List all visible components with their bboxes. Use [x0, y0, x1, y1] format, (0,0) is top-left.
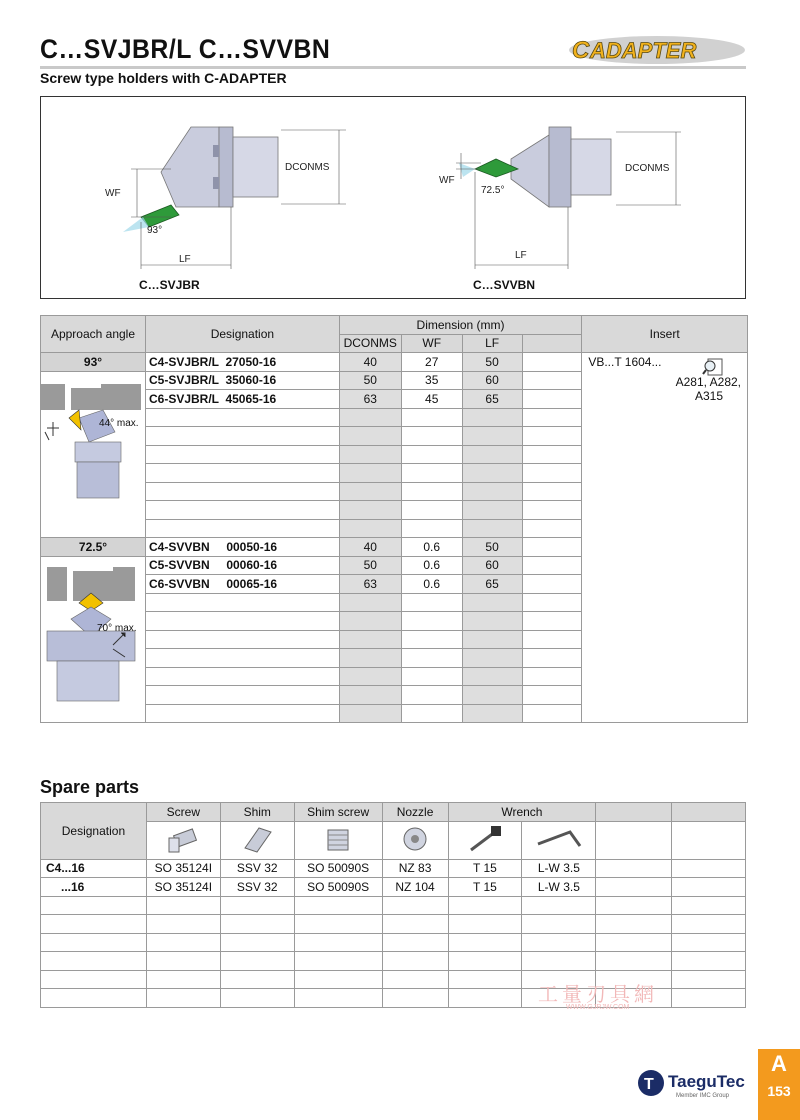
- table-row: [41, 878, 746, 897]
- insert-ref-line-1: A281, A282,: [675, 375, 741, 389]
- shim-icon: [220, 821, 294, 859]
- spare-designation: C4...16: [41, 859, 147, 878]
- spare-header-designation: Designation: [41, 803, 147, 860]
- max-angle-note-1: 44° max.: [99, 417, 139, 429]
- screw-icon: [146, 821, 220, 859]
- svg-text:C: C: [572, 37, 590, 64]
- wf-cell: 27: [401, 353, 462, 372]
- spare-header-shim-screw: Shim screw: [294, 803, 382, 822]
- svvbn-drawing: [456, 127, 681, 269]
- spare-shim: SSV 32: [220, 859, 294, 878]
- holder-drawings: [41, 97, 745, 298]
- table-row-empty: [41, 933, 746, 952]
- lf-cell: 65: [462, 575, 522, 594]
- shim-screw-icon: [294, 821, 382, 859]
- spare-header-screw: Screw: [146, 803, 220, 822]
- watermark-url: WWW.GJRJW.COM: [566, 1004, 630, 1011]
- svvbn-application-icon: [41, 557, 141, 715]
- header-dimension: Dimension (mm): [339, 316, 582, 335]
- table-row: [41, 859, 746, 878]
- page-title: C…SVJBR/L C…SVVBN: [40, 34, 331, 64]
- spare-nozzle: NZ 104: [382, 878, 448, 897]
- dconms-cell: 50: [339, 371, 401, 390]
- angle-label-right: 72.5°: [481, 185, 505, 196]
- header-approach: Approach angle: [41, 316, 146, 353]
- wf-cell: 0.6: [401, 538, 462, 557]
- header-wf: WF: [401, 334, 462, 353]
- spare-shim-screw: SO 50090S: [294, 878, 382, 897]
- spare-wrench-1: T 15: [448, 878, 522, 897]
- designation-cell: C6-SVJBR/L 45065-16: [145, 390, 339, 409]
- spare-designation: ...16: [41, 878, 147, 897]
- designation-cell: C4-SVJBR/L 27050-16: [145, 353, 339, 372]
- dconms-cell: 50: [339, 556, 401, 575]
- table-row-empty: [41, 952, 746, 971]
- header-designation: Designation: [145, 316, 339, 353]
- designation-cell: C5-SVVBN 00060-16: [145, 556, 339, 575]
- designation-cell: C6-SVVBN 00065-16: [145, 575, 339, 594]
- page-number: 153: [767, 1083, 791, 1099]
- wf-cell: 35: [401, 371, 462, 390]
- spare-screw: SO 35124I: [146, 878, 220, 897]
- header-lf: LF: [462, 334, 522, 353]
- wf-cell: 0.6: [401, 575, 462, 594]
- wf-label-right: WF: [439, 175, 455, 186]
- caption-svjbr: C…SVJBR: [139, 278, 200, 292]
- lf-label-right: LF: [515, 250, 527, 261]
- approach-angle-93: 93°: [41, 353, 146, 372]
- lf-cell: 60: [462, 556, 522, 575]
- spare-header-shim: Shim: [220, 803, 294, 822]
- max-angle-note-2: 70° max.: [97, 622, 137, 634]
- dconms-cell: 40: [339, 538, 401, 557]
- spare-wrench-1: T 15: [448, 859, 522, 878]
- table-row: [41, 353, 748, 372]
- designation-cell: C4-SVVBN 00050-16: [145, 538, 339, 557]
- lf-cell: 60: [462, 371, 522, 390]
- section-tab: [758, 1049, 800, 1120]
- designation-cell: C5-SVJBR/L 35060-16: [145, 371, 339, 390]
- dconms-cell: 63: [339, 575, 401, 594]
- insert-cell: [582, 353, 748, 723]
- angle-label-left: 93°: [147, 225, 163, 236]
- watermark: 工量刃具網: [538, 984, 658, 1006]
- spare-header-nozzle: Nozzle: [382, 803, 448, 822]
- insert-code: VB...T 1604...: [588, 355, 662, 369]
- dconms-cell: 40: [339, 353, 401, 372]
- dconms-label-right: DCONMS: [625, 163, 670, 174]
- wf-cell: 0.6: [401, 556, 462, 575]
- header-blank: [522, 334, 582, 353]
- approach-illustration-72-5: [41, 556, 146, 723]
- svg-text:ADAPTER: ADAPTER: [590, 38, 697, 63]
- header-dconms: DCONMS: [339, 334, 401, 353]
- spare-wrench-2: L-W 3.5: [522, 878, 596, 897]
- title-divider: [40, 66, 746, 69]
- dconms-label-left: DCONMS: [285, 162, 330, 173]
- holder-dimension-table: [40, 315, 748, 723]
- svg-text:T: T: [644, 1076, 654, 1093]
- lf-label-left: LF: [179, 254, 191, 265]
- wf-label-left: WF: [105, 188, 121, 199]
- taegutec-logo-icon: [636, 1068, 666, 1098]
- c-adapter-logo: [566, 34, 748, 66]
- insert-refs: [588, 375, 741, 403]
- spare-parts-title: Spare parts: [40, 777, 140, 797]
- svjbr-application-icon: [41, 372, 141, 532]
- svjbr-drawing: [123, 127, 346, 269]
- brand-subtitle: Member IMC Group: [676, 1093, 730, 1099]
- dconms-cell: 63: [339, 390, 401, 409]
- spare-shim: SSV 32: [220, 878, 294, 897]
- spare-shim-screw: SO 50090S: [294, 859, 382, 878]
- insert-ref-line-2: A315: [694, 389, 723, 403]
- l-wrench-icon: [522, 821, 596, 859]
- spare-header-wrench: Wrench: [448, 803, 596, 822]
- spare-nozzle: NZ 83: [382, 859, 448, 878]
- diagram-panel: [40, 96, 746, 299]
- approach-illustration-93: [41, 371, 146, 538]
- table-row-empty: [41, 915, 746, 934]
- brand-name: TaeguTec: [668, 1072, 745, 1091]
- header-insert: Insert: [582, 316, 748, 353]
- table-row-empty: [41, 896, 746, 915]
- caption-svvbn: C…SVVBN: [473, 278, 536, 292]
- nozzle-icon: [382, 821, 448, 859]
- section-letter: A: [771, 1051, 787, 1076]
- approach-angle-72-5: 72.5°: [41, 538, 146, 557]
- lf-cell: 65: [462, 390, 522, 409]
- torx-wrench-icon: [448, 821, 522, 859]
- spare-wrench-2: L-W 3.5: [522, 859, 596, 878]
- magnifier-icon: [702, 357, 724, 377]
- page-subtitle: Screw type holders with C-ADAPTER: [40, 70, 287, 86]
- lf-cell: 50: [462, 353, 522, 372]
- spare-parts-table: [40, 802, 746, 1008]
- spare-screw: SO 35124I: [146, 859, 220, 878]
- lf-cell: 50: [462, 538, 522, 557]
- wf-cell: 45: [401, 390, 462, 409]
